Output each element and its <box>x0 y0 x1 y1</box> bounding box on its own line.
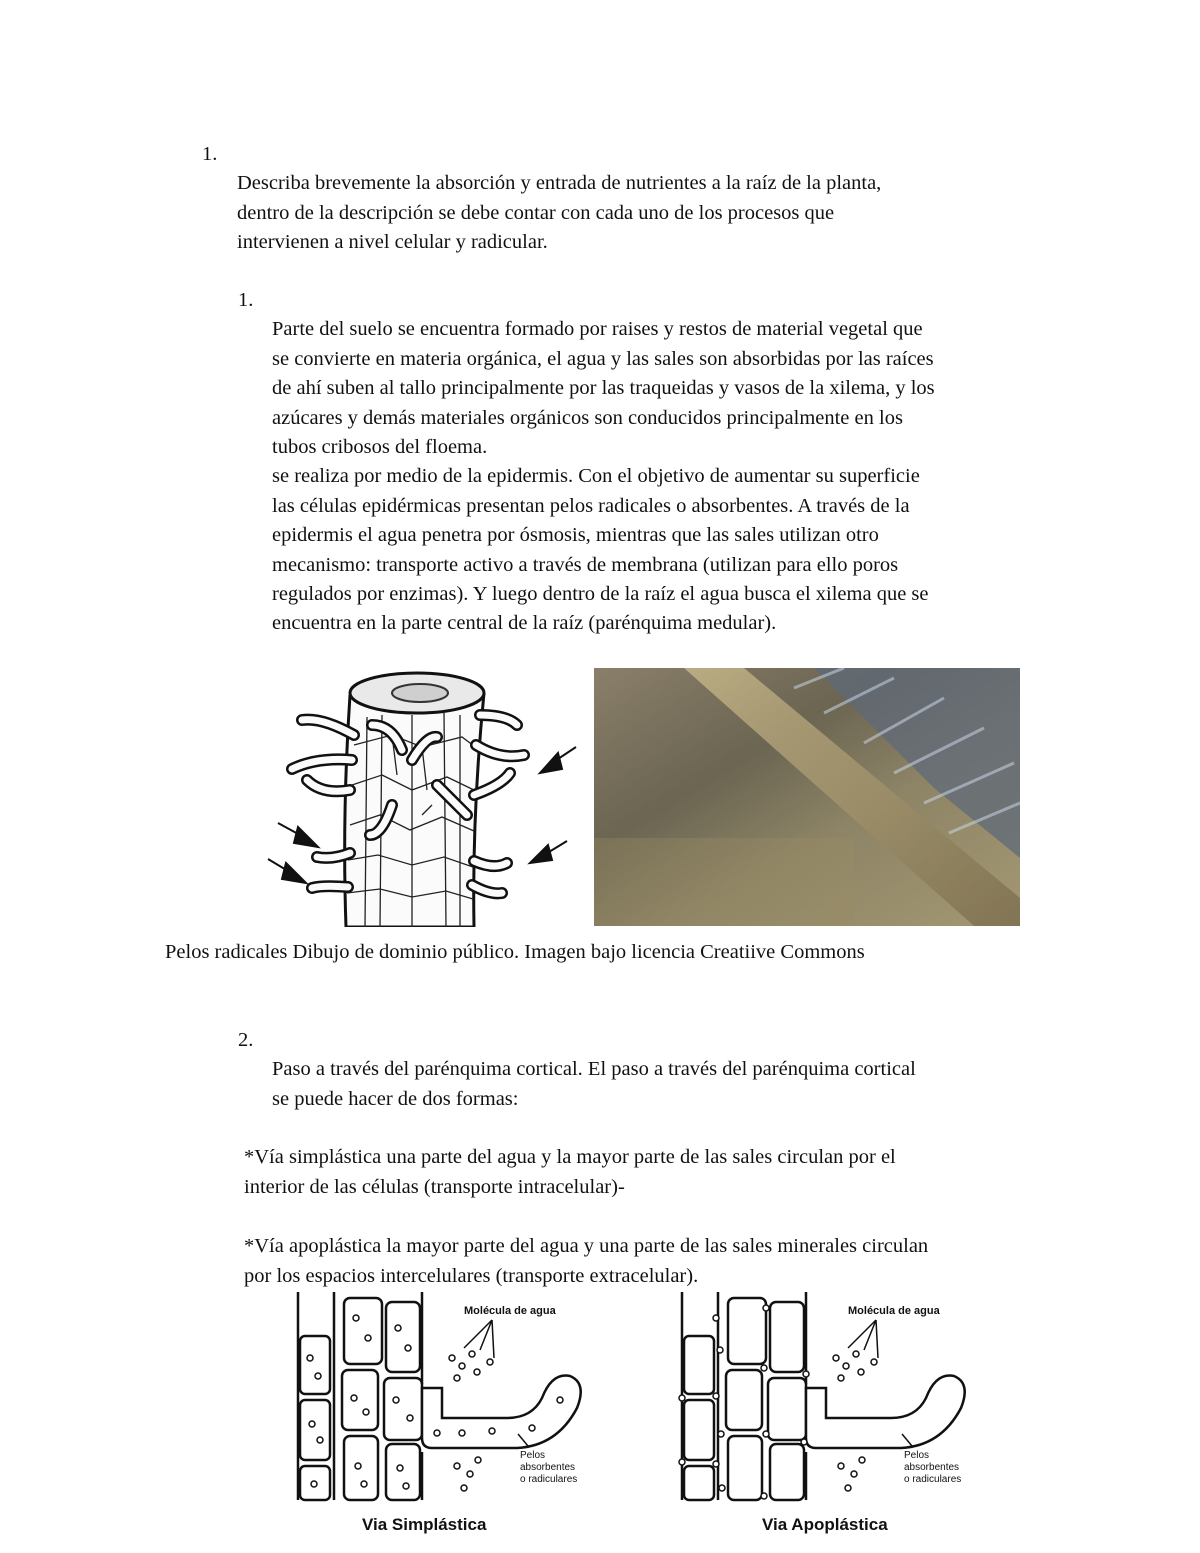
answer1-line: las células epidérmicas presentan pelos radicales o absorbentes. A través de la <box>272 494 910 517</box>
diagram-title: Via Simplástica <box>362 1515 487 1534</box>
answer1-line: de ahí suben al tallo principalmente por las traqueidas y vasos de la xilema, y los <box>272 377 935 400</box>
question-line: dentro de la descripción se debe contar con cada uno de los procesos que <box>237 201 835 224</box>
diagram-label: Pelos <box>520 1450 546 1461</box>
answer2-line: Paso a través del parénquima cortical. El paso a través del parénquima cortical <box>272 1058 916 1081</box>
answer1-line: encuentra en la parte central de la raíz (parénquima medular). <box>272 612 777 635</box>
simplastic-line: *Vía simplástica una parte del agua y la mayor parte de las sales circulan por el <box>244 1146 896 1169</box>
diagram-label: absorbentes <box>520 1462 576 1473</box>
figure-caption: Pelos radicales Dibujo de dominio público. Imagen bajo licencia Creatiive Commons <box>165 941 865 963</box>
root-hair-micrograph <box>594 668 1020 926</box>
diagram-label: Pelos <box>904 1450 930 1461</box>
simplastic-line: interior de las células (transporte intracelular)- <box>244 1175 625 1198</box>
root-hair-drawing <box>262 665 587 927</box>
answer1-line: Parte del suelo se encuentra formado por raises y restos de material vegetal que <box>272 318 923 341</box>
question-text <box>237 140 881 287</box>
apoplastic-line: *Vía apoplástica la mayor parte del agua y una parte de las sales minerales circulan <box>244 1235 929 1258</box>
question-line: Describa brevemente la absorción y entrada de nutrientes a la raíz de la planta, <box>237 172 882 195</box>
answer1-line: se realiza por medio de la epidermis. Con el objetivo de aumentar su superficie <box>272 465 920 488</box>
answer1-line: azúcares y demás materiales orgánicos son conducidos principalmente en los <box>272 406 903 429</box>
answer1-line: epidermis el agua penetra por ósmosis, mientras que las sales utilizan otro <box>272 524 879 547</box>
answer1-number: 1. <box>238 289 254 311</box>
answer2-number: 2. <box>238 1029 254 1051</box>
answer2-line: se puede hacer de dos formas: <box>272 1087 519 1110</box>
apoplastic-diagram <box>676 1288 976 1538</box>
apoplastic-line: por los espacios intercelulares (transporte extracelular). <box>244 1264 699 1287</box>
diagram-label: Molécula de agua <box>848 1305 940 1317</box>
answer1-line: regulados por enzimas). Y luego dentro de la raíz el agua busca el xilema que se <box>272 583 929 606</box>
diagram-title: Via Apoplástica <box>762 1515 888 1534</box>
diagram-label: Molécula de agua <box>464 1305 556 1317</box>
answer1-line: tubos cribosos del floema. <box>272 436 488 459</box>
diagram-label: absorbentes <box>904 1462 960 1473</box>
simplastic-diagram <box>292 1288 592 1538</box>
answer1-line: mecanismo: transporte activo a través de membrana (utilizan para ello poros <box>272 553 899 576</box>
diagram-label: o radiculares <box>904 1474 962 1485</box>
diagram-label: o radiculares <box>520 1474 578 1485</box>
answer1-line: se convierte en materia orgánica, el agua y las sales son absorbidas por las raíces <box>272 347 934 370</box>
question-line: intervienen a nivel celular y radicular. <box>237 231 548 254</box>
question-number: 1. <box>202 143 218 165</box>
answer1-text <box>272 286 935 668</box>
